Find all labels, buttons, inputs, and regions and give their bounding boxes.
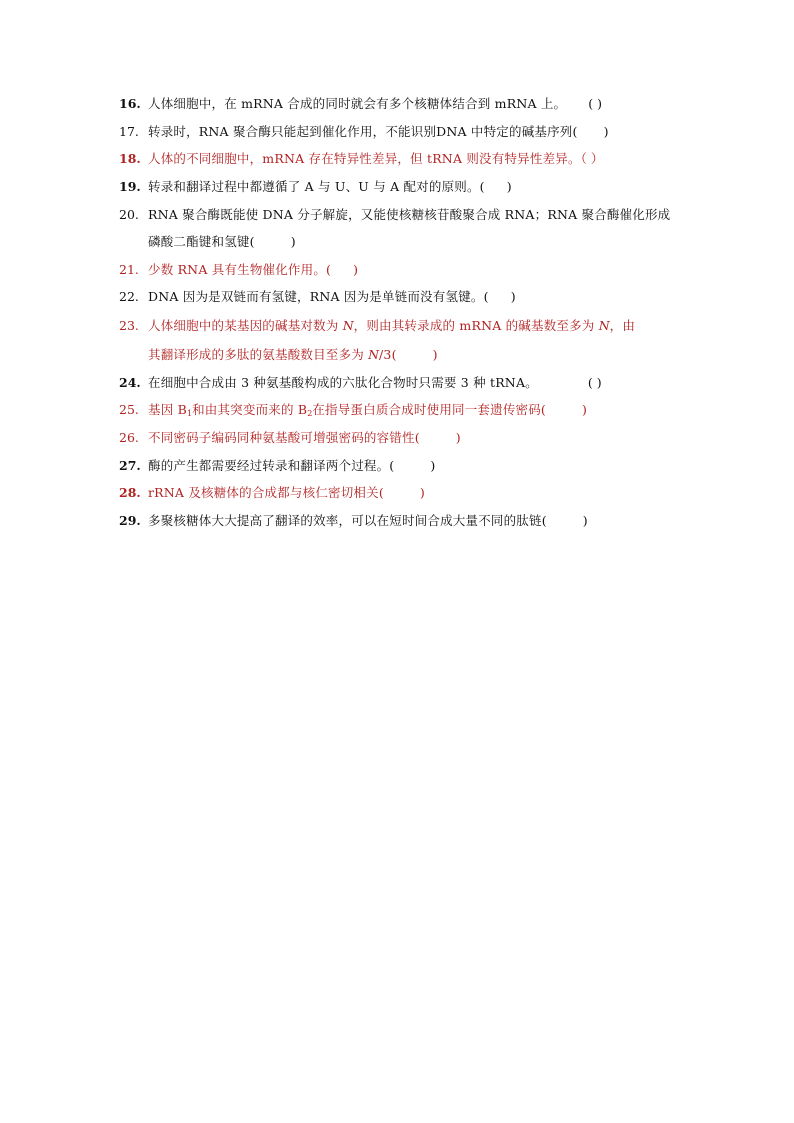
question-text: 不同密码子编码同种氨基酸可增强密码的容错性(: [148, 430, 420, 445]
question-26: [119, 424, 689, 451]
subscript: 2: [307, 409, 313, 418]
answer-blank[interactable]: ): [430, 458, 436, 473]
question-number: 24.: [119, 375, 141, 390]
answer-blank[interactable]: ): [506, 179, 512, 194]
answer-blank[interactable]: ): [582, 402, 587, 417]
question-text: RNA 聚合酶既能使 DNA 分子解旋，又能使核糖核苷酸聚合成 RNA；RNA 聚合酶催化形成: [148, 207, 671, 222]
answer-blank[interactable]: ): [419, 485, 425, 500]
variable-n: N: [598, 318, 610, 333]
question-22: [119, 283, 689, 310]
question-text: 人体细胞中的某基因的碱基对数为: [148, 318, 343, 333]
answer-blank[interactable]: ): [353, 262, 358, 277]
question-text: ，由: [609, 318, 636, 333]
answer-blank[interactable]: ): [510, 289, 516, 304]
question-text: 基因 B: [148, 402, 187, 417]
question-20: [119, 201, 689, 255]
question-text: 多聚核糖体大大提高了翻译的效率，可以在短时间合成大量不同的肽链(: [148, 513, 547, 528]
question-29: [119, 507, 689, 534]
question-text: /3(: [379, 347, 397, 362]
question-text: 在细胞中合成由 3 种氨基酸构成的六肽化合物时只需要 3 种 tRNA。: [148, 375, 538, 390]
question-28: [119, 479, 689, 506]
question-number: 29.: [119, 513, 141, 528]
answer-blank[interactable]: ( ): [587, 375, 602, 390]
question-number: 22.: [119, 289, 139, 304]
variable-n: N: [342, 318, 354, 333]
variable-n: N: [368, 347, 380, 362]
question-number: 20.: [119, 207, 139, 222]
question-27: [119, 452, 689, 479]
question-text: 人体的不同细胞中，mRNA 存在特异性差异，但 tRNA 则没有特异性差异。: [148, 151, 581, 166]
subscript: 1: [186, 409, 193, 418]
answer-blank[interactable]: ): [290, 234, 296, 249]
question-text: 和由其突变而来的 B: [192, 402, 308, 417]
question-text: 少数 RNA 具有生物催化作用。(: [148, 262, 332, 277]
question-number: 19.: [119, 179, 141, 194]
question-number: 21.: [119, 262, 139, 277]
question-text: 人体细胞中，在 mRNA 合成的同时就会有多个核糖体结合到 mRNA 上。: [148, 96, 567, 111]
question-number: 27.: [119, 458, 141, 473]
question-text: 转录和翻译过程中都遵循了 A 与 U、U 与 A 配对的原则。(: [148, 179, 485, 194]
question-text: rRNA 及核糖体的合成都与核仁密切相关(: [148, 485, 384, 500]
question-number: 17.: [119, 124, 139, 139]
question-17: [119, 118, 689, 145]
question-16: [119, 90, 689, 117]
question-text: 转录时，RNA 聚合酶只能起到催化作用，不能识别DNA 中特定的碱基序列(: [148, 124, 578, 139]
question-text: ，则由其转录成的 mRNA 的碱基数至多为: [353, 318, 599, 333]
question-number: 16.: [119, 96, 141, 111]
question-text: DNA 因为是双链而有氢键，RNA 因为是单链而没有氢键。(: [148, 289, 489, 304]
question-text-continued: 磷酸二酯键和氢键(: [148, 234, 255, 249]
question-text: 酶的产生都需要经过转录和翻译两个过程。(: [148, 458, 395, 473]
answer-blank[interactable]: （ ）: [580, 151, 604, 166]
question-21: [119, 256, 689, 283]
question-number: 28.: [119, 485, 141, 500]
answer-blank[interactable]: ): [603, 124, 609, 139]
answer-blank[interactable]: ): [455, 430, 461, 445]
question-19: [119, 173, 689, 200]
question-number: 25.: [119, 402, 139, 417]
question-number: 18.: [119, 151, 141, 166]
question-23: [119, 312, 689, 368]
answer-blank[interactable]: ): [432, 347, 438, 362]
question-25: [119, 396, 689, 427]
question-text-continued: 其翻译形成的多肽的氨基酸数目至多为: [148, 347, 369, 362]
question-text: 在指导蛋白质合成时使用同一套遗传密码(: [312, 402, 547, 417]
question-24: [119, 369, 689, 396]
answer-blank[interactable]: ( ): [588, 96, 602, 111]
answer-blank[interactable]: ): [582, 513, 588, 528]
question-number: 23.: [119, 318, 139, 333]
question-18: [119, 145, 689, 172]
question-number: 26.: [119, 430, 139, 445]
